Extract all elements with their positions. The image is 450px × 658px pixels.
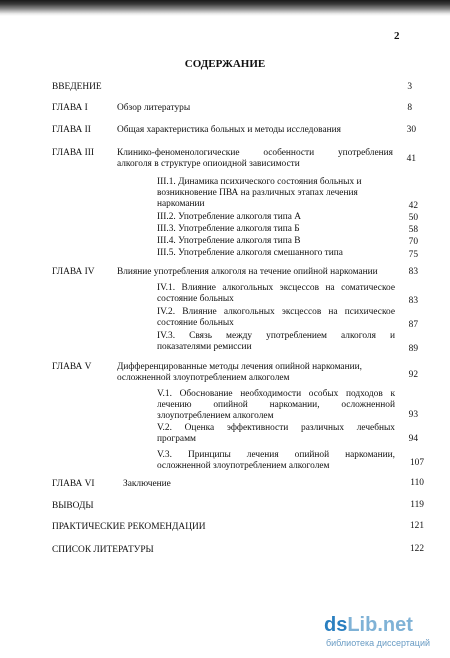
toc-recommendations-label: ПРАКТИЧЕСКИЕ РЕКОМЕНДАЦИИ [52, 522, 206, 532]
toc-4-1-line2: состояние больных [157, 294, 234, 304]
toc-ch2-title: Общая характеристика больных и методы исследования [117, 125, 341, 135]
toc-ch3-page: 41 [406, 154, 416, 164]
toc-4-3-line1: IV.3. Связь между употреблением алкоголя и [157, 331, 395, 341]
toc-ch1-title: Обзор литературы [117, 103, 191, 113]
toc-3-4: III.4. Употребление алкоголя типа В [157, 236, 301, 246]
toc-ch3-title-line1: Клинико-феноменологические особенности употребления [117, 148, 393, 158]
toc-3-5-page: 75 [408, 250, 418, 260]
toc-ch4-page: 83 [408, 267, 418, 277]
toc-ch5-title-line2: осложненной злоупотреблением алкоголем [117, 373, 290, 383]
toc-4-1-line1: IV.1. Влияние алкогольных эксцессов на соматическое [157, 283, 395, 293]
toc-5-3-page: 107 [409, 458, 424, 468]
toc-4-2-line1: IV.2. Влияние алкогольных эксцессов на психическое [157, 307, 395, 317]
toc-5-2-line2: программ [157, 434, 196, 444]
logo-wordmark [324, 614, 413, 637]
toc-ch6-title: Заключение [123, 479, 171, 489]
toc-ch5-label: ГЛАВА V [52, 362, 92, 372]
toc-3-3-page: 58 [408, 225, 418, 235]
toc-references-page: 122 [409, 544, 424, 554]
toc-3-1-line1: III.1. Динамика психического состояния больных и [157, 177, 362, 187]
toc-ch6-label: ГЛАВА VI [52, 479, 95, 489]
page-number: 2 [394, 30, 400, 42]
toc-3-4-page: 70 [408, 237, 418, 247]
logo-brand-b: Lib.net [347, 614, 413, 636]
dslib-watermark-logo [318, 614, 448, 654]
scan-edge-shadow [0, 0, 450, 16]
toc-3-2-page: 50 [408, 213, 418, 223]
toc-3-1-line2: возникновение ПВА на различных этапах лечения [157, 188, 358, 198]
toc-conclusions-label: ВЫВОДЫ [52, 501, 94, 511]
toc-4-2-page: 87 [408, 320, 418, 330]
toc-ch5-title-line1: Дифференцированные методы лечения опийной наркомании, [117, 362, 362, 372]
toc-ch5-page: 92 [408, 370, 418, 380]
toc-ch1-page: 8 [407, 103, 412, 113]
toc-4-2-line2: состояние больных [157, 318, 234, 328]
toc-intro-label: ВВЕДЕНИЕ [52, 82, 102, 92]
toc-intro-page: 3 [407, 82, 412, 92]
toc-3-1-line3: наркомании [157, 199, 205, 209]
toc-5-1-line2: лечению опийной наркомании, осложненной [157, 400, 395, 410]
toc-ch4-label: ГЛАВА IV [52, 267, 95, 277]
toc-5-1-line1: V.1. Обоснование необходимости особых подходов к [157, 389, 395, 399]
toc-ch3-label: ГЛАВА III [52, 148, 94, 158]
toc-title: СОДЕРЖАНИЕ [184, 58, 266, 70]
toc-references-label: СПИСОК ЛИТЕРАТУРЫ [52, 545, 154, 555]
toc-recommendations-page: 121 [409, 521, 424, 531]
toc-5-1-line3: злоупотреблением алкоголем [157, 411, 274, 421]
toc-4-1-page: 83 [408, 296, 418, 306]
toc-ch2-label: ГЛАВА II [52, 125, 91, 135]
toc-ch6-page: 110 [410, 478, 424, 488]
toc-4-3-page: 89 [408, 344, 418, 354]
toc-5-2-page: 94 [408, 434, 418, 444]
toc-3-3: III.3. Употребление алкоголя типа Б [157, 224, 300, 234]
toc-5-3-line2: осложненной злоупотреблением алкоголем [157, 461, 330, 471]
toc-3-2: III.2. Употребление алкоголя типа А [157, 212, 302, 222]
toc-ch2-page: 30 [406, 125, 416, 135]
toc-5-3-line1: V.3. Принципы лечения опийной наркомании, [157, 450, 395, 460]
toc-ch4-title: Влияние употребления алкоголя на течение опийной наркомании [117, 267, 378, 277]
logo-brand-a: ds [324, 614, 348, 636]
toc-conclusions-page: 119 [410, 500, 424, 510]
toc-ch1-label: ГЛАВА I [52, 103, 88, 113]
logo-subtitle: библиотека диссертаций [326, 638, 431, 648]
toc-5-2-line1: V.2. Оценка эффективности различных лечебных [157, 423, 395, 433]
toc-ch3-title-line2: алкоголя в структуре опиоидной зависимости [117, 159, 300, 169]
toc-3-1-page: 42 [408, 201, 418, 211]
toc-5-1-page: 93 [408, 410, 418, 420]
toc-4-3-line2: показателями ремиссии [157, 342, 252, 352]
toc-3-5: III.5. Употребление алкоголя смешанного типа [157, 248, 343, 258]
